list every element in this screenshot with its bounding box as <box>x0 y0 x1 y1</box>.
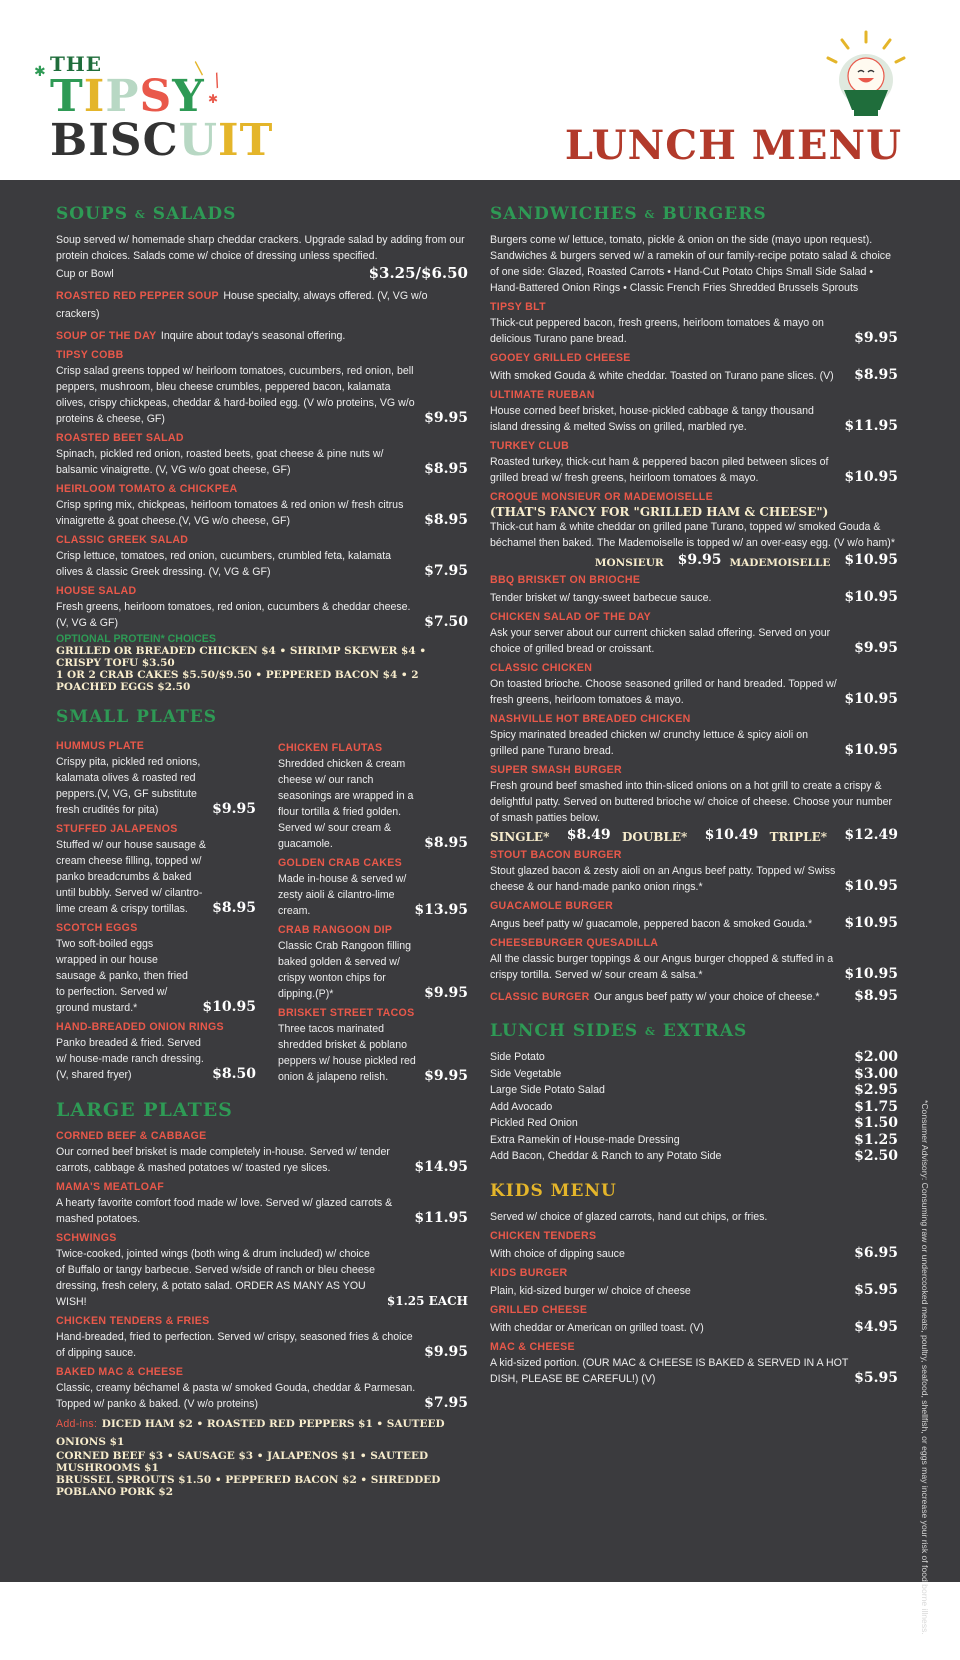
item-price: $9.95 <box>212 801 256 817</box>
item-description: With smoked Gouda & white cheddar. Toasted on Turano pane slices. (V) <box>490 370 834 382</box>
item-price: $1.25 EACH <box>386 1294 468 1308</box>
item-price: $9.95 <box>854 330 898 346</box>
item-price: $5.95 <box>854 1281 898 1298</box>
item-name: HUMMUS PLATE <box>56 740 145 752</box>
item-description: Thick-cut peppered bacon, fresh greens, heirloom tomatoes & mayo on delicious Turano pane bread. <box>490 317 824 345</box>
menu-item <box>490 300 898 347</box>
item-name: SCOTCH EGGS <box>56 922 138 934</box>
item-price: $10.95 <box>844 966 898 982</box>
dash-icon: / <box>210 69 224 92</box>
item-price: $8.95 <box>854 367 898 383</box>
item-price: $9.95 <box>424 985 468 1001</box>
item-price: $8.95 <box>424 835 468 851</box>
item-price: $8.95 <box>854 988 898 1004</box>
item-price: $10.95 <box>202 999 256 1015</box>
item-name: TURKEY CLUB <box>490 440 570 452</box>
protein-choices-line: 1 OR 2 CRAB CAKES $5.50/$9.50 • PEPPERED BACON $4 • 2 POACHED EGGS $2.50 <box>56 669 419 693</box>
item-description: Fresh greens, heirloom tomatoes, red onion, cucumbers & cheddar cheese. (V, VG & GF) <box>56 601 411 629</box>
menu-item <box>56 1129 468 1176</box>
item-description: Crispy pita, pickled red onions, kalamata olives & roasted red peppers.(V, VG, GF substitute fresh crudités for pita) <box>56 756 201 816</box>
list-item: Add Bacon, Cheddar & Ranch to any Potato Side $2.50 <box>490 1148 898 1164</box>
small-plates-right <box>278 735 468 1087</box>
salad-list <box>56 348 468 631</box>
item-price: $10.95 <box>844 878 898 894</box>
item-name: MAC & CHEESE <box>490 1340 575 1353</box>
smash-options <box>490 826 898 844</box>
menu-item <box>278 923 468 1002</box>
section-title-sandwiches-burgers: SANDWICHES & BURGERS <box>490 204 767 224</box>
item-price: $11.95 <box>414 1210 468 1226</box>
item-description: Crisp spring mix, chickpeas, heirloom tomatoes & red onion w/ fresh citrus vinaigrette & goat cheese.(V, VG w/o cheese, GF) <box>56 499 404 527</box>
menu-item <box>56 1365 468 1412</box>
item-name: CHICKEN FLAUTAS <box>278 742 383 754</box>
menu-item <box>56 1020 256 1083</box>
item-name: STOUT BACON BURGER <box>490 849 622 861</box>
menu-item <box>490 899 898 932</box>
menu-item <box>278 856 468 919</box>
item-description: Angus beef patty w/ guacamole, peppered bacon & smoked Gouda.* <box>490 918 813 930</box>
item-name: CHICKEN TENDERS <box>490 1229 597 1242</box>
item-description: Fresh ground beef smashed into thin-sliced onions on a hot grill to create a crispy & delightful patty. Served on buttered brioche w/ choice of cheese. Choose your number of smash patties below. <box>490 780 893 824</box>
item-name: GRILLED CHEESE <box>490 1303 588 1316</box>
menu-item <box>490 712 898 759</box>
item-description: On toasted brioche. Choose seasoned grilled or hand breaded. Topped w/ fresh greens, heirloom tomatoes & mayo. <box>490 678 837 706</box>
item-price: $8.95 <box>212 900 256 916</box>
option-label: MADEMOISELLE <box>729 557 831 569</box>
item-description: Our corned beef brisket is made completely in-house. Served w/ tender carrots, cabbage & mashed potatoes w/ toasted rye slices. <box>56 1146 390 1174</box>
right-column <box>490 200 898 1389</box>
item-description: Tender brisket w/ tangy-sweet barbecue sauce. <box>490 592 712 604</box>
item-price: $10.95 <box>844 915 898 931</box>
item-name: CROQUE MONSIEUR OR MADEMOISELLE <box>490 491 713 503</box>
item-description: Classic, creamy béchamel & pasta w/ smoked Gouda, cheddar & Parmesan. Topped w/ panko & baked. (V w/o proteins) <box>56 1382 416 1410</box>
item-description: Stuffed w/ our house sausage & cream cheese filling, topped w/ panko breadcrumbs & baked until bubbly. Served w/ cilantro-lime cream & crispy tortillas. <box>56 839 206 915</box>
menu-item <box>278 741 468 852</box>
menu-item <box>56 584 468 631</box>
list-item: Side Potato $2.00 <box>490 1049 898 1065</box>
item-description: Panko breaded & fried. Served w/ house-made ranch dressing. (V, shared fryer) <box>56 1037 204 1081</box>
menu-item <box>56 431 468 478</box>
item-price: $13.95 <box>414 902 468 918</box>
item-description: A kid-sized portion. (OUR MAC & CHEESE IS BAKED & SERVED IN A HOT DISH, PLEASE BE CAREFUL!) (V) <box>490 1356 849 1385</box>
add-ins <box>56 1414 468 1498</box>
menu-item <box>56 533 468 580</box>
item-price: $4.95 <box>854 1318 898 1335</box>
list-item: Pickled Red Onion $1.50 <box>490 1115 898 1131</box>
option-price: $12.49 <box>844 827 898 843</box>
sandwiches-intro: Burgers come w/ lettuce, tomato, pickle & onion on the side (mayo upon request). Sandwiches & burgers served w/ a ramekin of our family-recipe potato salad & choice of one side: Glazed, Roasted Carrots • Hand-Cut Potato Chips Small Side Salad • Hand-Battered Onion Rings • Classic French Fries Shredded Brussels Sprouts <box>490 234 891 294</box>
menu-item <box>490 573 898 606</box>
protein-choices-label: OPTIONAL PROTEIN* CHOICES <box>56 633 216 645</box>
item-name: CLASSIC GREEK SALAD <box>56 534 189 546</box>
sides-list <box>490 1049 898 1165</box>
menu-item-smash-burger <box>490 763 898 844</box>
option-price: $8.49 <box>566 827 611 843</box>
soups-intro: Soup served w/ homemade sharp cheddar crackers. Upgrade salad by adding from our protein choices. Salads come w/ choice of dressing unless specified. <box>56 234 465 262</box>
menu-item <box>56 326 468 344</box>
menu-item <box>490 1266 898 1299</box>
item-name: CHICKEN TENDERS & FRIES <box>56 1315 210 1327</box>
item-description: Our angus beef patty w/ your choice of cheese.* <box>594 991 820 1003</box>
section-title-sides-extras: LUNCH SIDES & EXTRAS <box>490 1021 748 1041</box>
item-price: $10.95 <box>844 691 898 707</box>
menu-item <box>490 987 898 1005</box>
item-name: CORNED BEEF & CABBAGE <box>56 1130 207 1142</box>
menu-item <box>56 286 468 322</box>
menu-item <box>278 1006 468 1085</box>
menu-item <box>490 351 898 384</box>
option-price: $10.95 <box>844 552 898 568</box>
kids-intro: Served w/ choice of glazed carrots, hand cut chips, or fries. <box>490 1210 768 1223</box>
option-label: TRIPLE* <box>769 830 828 844</box>
item-name: GOLDEN CRAB CAKES <box>278 857 402 869</box>
item-description: Shredded chicken & cream cheese w/ our ranch seasonings are wrapped in a flour tortilla & fried golden. Served w/ sour cream & guacamole. <box>278 758 414 850</box>
option-label: MONSIEUR <box>594 557 664 569</box>
item-name: ROASTED BEET SALAD <box>56 432 184 444</box>
menu-item <box>56 822 256 917</box>
item-price: $8.50 <box>212 1066 256 1082</box>
item-description: Stout glazed bacon & zesty aioli on an Angus beef patty. Topped w/ Swiss cheese & our hand-made panko onion rings.* <box>490 865 836 893</box>
item-name: TIPSY COBB <box>56 349 124 361</box>
sparkle-icon: ✱ <box>34 64 46 80</box>
item-description: Hand-breaded, fried to perfection. Served w/ crispy, seasoned fries & choice of dipping sauce. <box>56 1331 413 1359</box>
small-plates-left <box>56 735 256 1087</box>
item-description: Crisp salad greens topped w/ heirloom tomatoes, cucumbers, red onion, bell peppers, mushroom, bleu cheese crumbles, peppered bacon, kalamata olives, crispy chickpeas, cheddar & hard-boiled egg. (V w/o proteins, VG w/o proteins & cheese, GF) <box>56 365 415 425</box>
item-description: Roasted turkey, thick-cut ham & peppered bacon piled between slices of grilled bread w/ fresh greens, heirloom tomatoes & mayo. <box>490 456 829 484</box>
sparkle-icon: ✱ <box>208 92 219 106</box>
add-ins-line: BRUSSEL SPROUTS $1.50 • PEPPERED BACON $2 • SHREDDED POBLANO PORK $2 <box>56 1474 441 1498</box>
menu-item <box>56 482 468 529</box>
dash-icon: / <box>189 58 209 79</box>
item-name: BBQ BRISKET ON BRIOCHE <box>490 574 641 586</box>
item-name: HAND-BREADED ONION RINGS <box>56 1021 224 1033</box>
add-ins-line: CORNED BEEF $3 • SAUSAGE $3 • JALAPENOS $1 • SAUTEED MUSHROOMS $1 <box>56 1450 429 1474</box>
item-price: $14.95 <box>414 1159 468 1175</box>
item-description: Inquire about today's seasonal offering. <box>160 330 346 342</box>
item-name: BAKED MAC & CHEESE <box>56 1366 184 1378</box>
item-name: STUFFED JALAPENOS <box>56 823 178 835</box>
item-name: SCHWINGS <box>56 1232 117 1244</box>
option-price: $9.95 <box>677 552 722 568</box>
item-description: Thick-cut ham & white cheddar on grilled pane Turano, topped w/ smoked Gouda & béchamel then baked. The Mademoiselle is topped w/ an over-easy egg. (V w/o ham)* <box>490 521 895 549</box>
item-price: $9.95 <box>424 1344 468 1360</box>
section-title-kids-menu: KIDS MENU <box>490 1180 617 1201</box>
item-name: SOUP OF THE DAY <box>56 330 157 342</box>
item-name: SUPER SMASH BURGER <box>490 764 622 776</box>
item-description: Plain, kid-sized burger w/ choice of cheese <box>490 1284 691 1297</box>
item-name: GOOEY GRILLED CHEESE <box>490 352 631 364</box>
brand-biscuit: BISCUIT <box>50 115 274 166</box>
cup-or-bowl-price: $3.25/$6.50 <box>368 264 468 282</box>
item-price: $7.95 <box>424 563 468 579</box>
item-price: $9.95 <box>424 410 468 426</box>
item-price: $9.95 <box>854 640 898 656</box>
small-plates-columns <box>56 735 468 1087</box>
menu-item <box>490 1303 898 1336</box>
protein-choices-line: GRILLED OR BREADED CHICKEN $4 • SHRIMP SKEWER $4 • CRISPY TOFU $3.50 <box>56 645 427 669</box>
item-price: $10.95 <box>844 469 898 485</box>
brand-logo <box>50 52 273 164</box>
item-price: $6.95 <box>854 1244 898 1261</box>
item-price: $11.95 <box>844 418 898 434</box>
item-price: $10.95 <box>844 589 898 605</box>
item-name: CLASSIC BURGER <box>490 991 590 1003</box>
cup-or-bowl-label: Cup or Bowl <box>56 268 114 280</box>
item-description: Crisp lettuce, tomatoes, red onion, cucumbers, crumbled feta, kalamata olives & classic Greek dressing. (V, VG & GF) <box>56 550 392 578</box>
item-description: House specialty, always offered. (V, VG w/o crackers) <box>56 290 428 320</box>
menu-item <box>56 1231 468 1310</box>
cup-or-bowl-row <box>56 264 468 282</box>
list-item: Large Side Potato Salad $2.95 <box>490 1082 898 1098</box>
menu-item <box>56 1314 468 1361</box>
menu-item <box>56 739 256 818</box>
menu-item <box>490 1229 898 1262</box>
item-description: Ask your server about our current chicken salad offering. Served on your choice of grilled bread or croissant. <box>490 627 831 655</box>
item-name: GUACAMOLE BURGER <box>490 900 614 912</box>
option-price: $10.49 <box>704 827 759 843</box>
item-description: All the classic burger toppings & our Angus burger chopped & stuffed in a crispy tortilla. Served w/ sour cream & salsa.* <box>490 953 834 981</box>
menu-header <box>0 0 960 180</box>
item-price: $7.50 <box>424 614 468 630</box>
item-name: BRISKET STREET TACOS <box>278 1007 415 1019</box>
menu-board <box>0 180 960 1635</box>
item-name: NASHVILLE HOT BREADED CHICKEN <box>490 713 691 725</box>
item-name: CLASSIC CHICKEN <box>490 662 593 674</box>
brand-tipsy: TIPSY <box>50 71 205 122</box>
menu-item <box>56 1180 468 1227</box>
section-title-large-plates: LARGE PLATES <box>56 1099 233 1121</box>
item-name: HEIRLOOM TOMATO & CHICKPEA <box>56 483 238 495</box>
menu-item-croque <box>490 490 898 569</box>
menu-item <box>490 388 898 435</box>
section-title-small-plates: SMALL PLATES <box>56 707 217 727</box>
item-description: With choice of dipping sauce <box>490 1247 625 1260</box>
menu-item <box>56 348 468 427</box>
item-price: $10.95 <box>844 742 898 758</box>
item-price: $7.95 <box>424 1395 468 1411</box>
list-item: Add Avocado $1.75 <box>490 1098 898 1115</box>
menu-item <box>490 661 898 708</box>
item-description: Spicy marinated breaded chicken w/ crunchy lettuce & spicy aioli on grilled pane Turano bread. <box>490 729 808 757</box>
menu-item <box>490 1340 898 1387</box>
item-description: Three tacos marinated shredded brisket & poblano peppers w/ house pickled red onion & jalapeno relish. <box>278 1023 416 1083</box>
menu-item <box>490 936 898 983</box>
list-item: Extra Ramekin of House-made Dressing $1.25 <box>490 1131 898 1148</box>
croque-options <box>490 551 898 569</box>
brand-the: THE <box>50 52 103 76</box>
section-title-soups-salads: SOUPS & SALADS <box>56 204 237 224</box>
menu-item <box>56 921 256 1016</box>
item-price: $5.95 <box>854 1369 898 1386</box>
add-ins-label: Add-ins: <box>56 1418 98 1430</box>
item-subtitle: (THAT'S FANCY FOR "GRILLED HAM & CHEESE") <box>490 505 829 519</box>
item-name: CHEESEBURGER QUESADILLA <box>490 937 659 949</box>
list-item: Side Vegetable $3.00 <box>490 1065 898 1082</box>
item-name: TIPSY BLT <box>490 301 546 313</box>
item-description: A hearty favorite comfort food made w/ love. Served w/ glazed carrots & mashed potatoes. <box>56 1197 393 1225</box>
left-column <box>56 200 468 1498</box>
item-description: Classic Crab Rangoon filling baked golden & served w/ crispy wonton chips for dipping.(P)* <box>278 940 412 1000</box>
item-name: CHICKEN SALAD OF THE DAY <box>490 611 652 623</box>
item-price: $8.95 <box>424 512 468 528</box>
item-name: ROASTED RED PEPPER SOUP <box>56 290 219 302</box>
menu-item <box>490 848 898 895</box>
item-description: With cheddar or American on grilled toast. (V) <box>490 1321 704 1334</box>
page-title: LUNCH MENU <box>564 122 902 169</box>
option-label: DOUBLE* <box>621 830 688 844</box>
item-description: House corned beef brisket, house-pickled cabbage & tangy thousand island dressing & melted Swiss on grilled, marbled rye. <box>490 405 814 433</box>
item-name: CRAB RANGOON DIP <box>278 924 393 936</box>
menu-item <box>490 610 898 657</box>
item-price: $9.95 <box>424 1068 468 1084</box>
item-description: Made in-house & served w/ zesty aioli & cilantro-lime cream. <box>278 873 407 917</box>
item-price: $8.95 <box>424 461 468 477</box>
item-name: ULTIMATE RUEBAN <box>490 389 595 401</box>
consumer-advisory-text: *Consumer Advisory: Consuming raw or undercooked meats, poultry, seafood, shellfish, or eggs may increase your risk of food borne illness. <box>920 1100 930 1635</box>
item-description: Twice-cooked, jointed wings (both wing & drum included) w/ choice of Buffalo or tangy barbecue. Served w/side of ranch or bleu cheese dressing, fresh celery, & potato salad. ORDER AS MANY AS YOU WISH! <box>56 1248 375 1308</box>
item-name: HOUSE SALAD <box>56 585 137 597</box>
menu-item <box>490 439 898 486</box>
option-label: SINGLE* <box>490 830 550 844</box>
add-ins-line: DICED HAM $2 • ROASTED RED PEPPERS $1 • SAUTEED ONIONS $1 <box>56 1418 445 1448</box>
consumer-advisory <box>918 1100 930 1660</box>
item-description: Spinach, pickled red onion, roasted beets, goat cheese & pine nuts w/ balsamic vinaigrette. (V, VG w/o goat cheese, GF) <box>56 448 384 476</box>
item-name: MAMA'S MEATLOAF <box>56 1181 165 1193</box>
item-name: KIDS BURGER <box>490 1266 568 1279</box>
item-description: Two soft-boiled eggs wrapped in our house sausage & panko, then fried to perfection. Served w/ ground mustard.* <box>56 938 188 1014</box>
biscuit-mascot-icon <box>820 30 912 126</box>
